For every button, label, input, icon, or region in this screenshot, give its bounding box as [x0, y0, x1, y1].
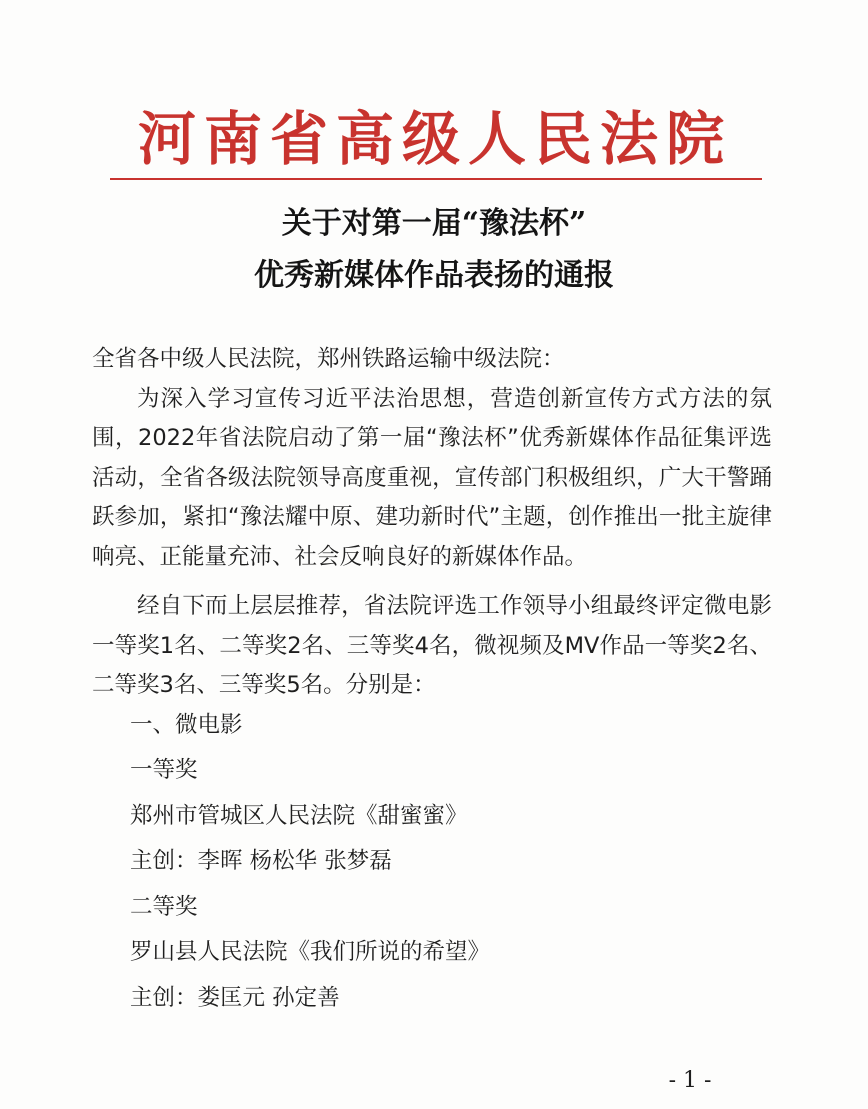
prize-label-second: 二等奖 [130, 893, 198, 920]
first-prize-creators: 主创：李晖 杨松华 张梦磊 [130, 848, 392, 874]
masthead-red-rule [110, 178, 762, 180]
section-heading-micro-film: 一、微电影 [130, 711, 243, 738]
second-prize-work: 罗山县人民法院《我们所说的希望》 [130, 939, 491, 965]
title-line-2: 优秀新媒体作品表扬的通报 [254, 258, 614, 293]
masthead-court-name: 河南省高级人民法院 [137, 105, 732, 173]
second-prize-creators: 主创：娄匡元 孙定善 [130, 984, 340, 1011]
paragraph-background: 为深入学习宣传习近平法治思想，营造创新宣传方式方法的氛围，2022年省法院启动了第一届“豫法杯”优秀新媒体作品征集评选活动，全省各级法院领导高度重视，宣传部门积极组织，广大干警踊跃参加，紧扣“豫法耀中原、建功新时代”主题，创作推出一批主旋律响亮、正能量充沛、社会反响良好的新媒体作品。 [92, 385, 772, 570]
title-line-1: 关于对第一届“豫法杯” [281, 206, 587, 241]
salutation: 全省各中级人民法院，郑州铁路运输中级法院： [92, 346, 565, 372]
document-title [0, 198, 868, 302]
document-body [92, 340, 772, 1018]
paragraph-results: 经自下而上层层推荐，省法院评选工作领导小组最终评定微电影一等奖1名、二等奖2名、三等奖4名，微视频及MV作品一等奖2名、二等奖3名、三等奖5名。分别是： [92, 593, 772, 698]
page-number: - 1 - [668, 1068, 712, 1093]
first-prize-work: 郑州市管城区人民法院《甜蜜蜜》 [130, 802, 468, 829]
prize-label-first: 一等奖 [130, 757, 198, 783]
